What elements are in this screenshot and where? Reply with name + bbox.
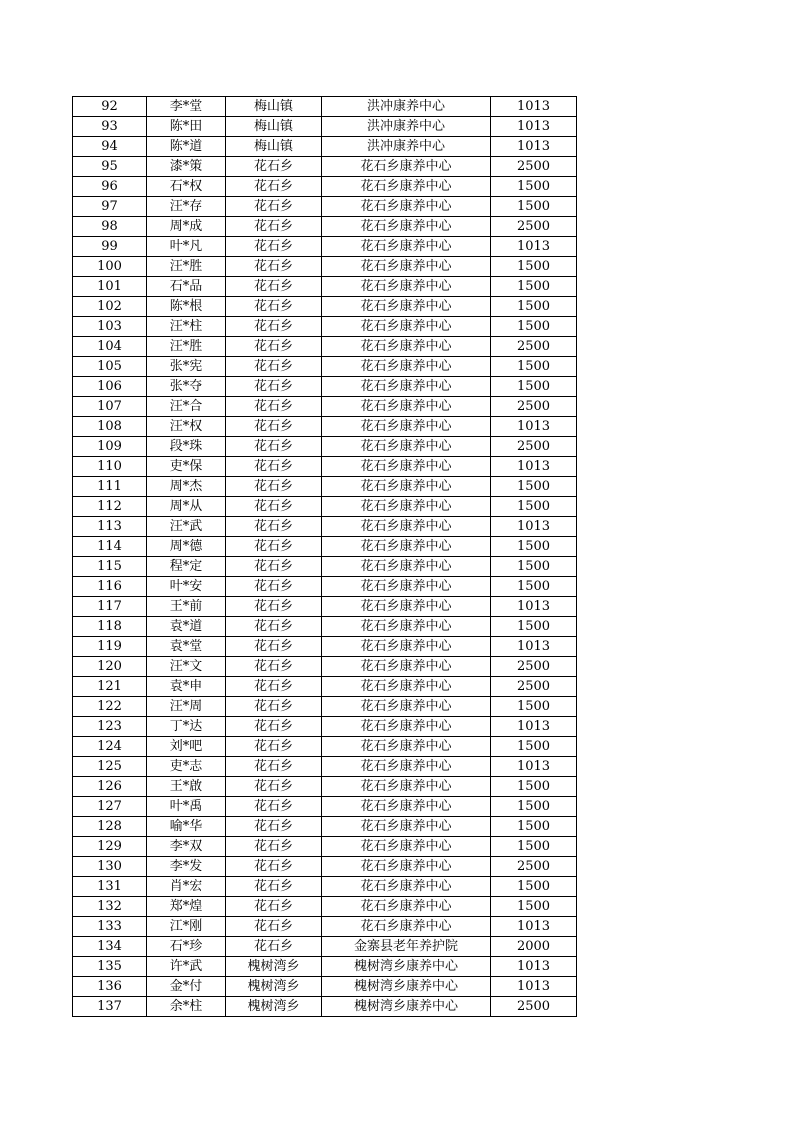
name-cell: 石*珍: [147, 937, 226, 957]
table-row: [73, 757, 577, 777]
amount-cell: 2500: [491, 157, 577, 177]
township-cell: 花石乡: [226, 877, 322, 897]
row-number-cell: 122: [73, 697, 147, 717]
row-number-cell: 119: [73, 637, 147, 657]
amount-cell: 1500: [491, 837, 577, 857]
institution-cell: 花石乡康养中心: [322, 777, 491, 797]
amount-cell: 2500: [491, 857, 577, 877]
amount-cell: 1500: [491, 697, 577, 717]
name-cell: 刘*吧: [147, 737, 226, 757]
table-row: [73, 117, 577, 137]
row-number-cell: 108: [73, 417, 147, 437]
institution-cell: 槐树湾乡康养中心: [322, 997, 491, 1017]
name-cell: 叶*安: [147, 577, 226, 597]
amount-cell: 2500: [491, 677, 577, 697]
row-number-cell: 120: [73, 657, 147, 677]
row-number-cell: 112: [73, 497, 147, 517]
institution-cell: 花石乡康养中心: [322, 297, 491, 317]
name-cell: 金*付: [147, 977, 226, 997]
table-row: [73, 157, 577, 177]
amount-cell: 1500: [491, 617, 577, 637]
township-cell: 花石乡: [226, 677, 322, 697]
table-row: [73, 277, 577, 297]
amount-cell: 1013: [491, 517, 577, 537]
table-row: [73, 817, 577, 837]
township-cell: 槐树湾乡: [226, 997, 322, 1017]
amount-cell: 1013: [491, 457, 577, 477]
amount-cell: 1013: [491, 137, 577, 157]
row-number-cell: 123: [73, 717, 147, 737]
table-row: [73, 137, 577, 157]
institution-cell: 花石乡康养中心: [322, 417, 491, 437]
amount-cell: 1013: [491, 117, 577, 137]
table-row: [73, 457, 577, 477]
township-cell: 花石乡: [226, 777, 322, 797]
township-cell: 花石乡: [226, 577, 322, 597]
institution-cell: 花石乡康养中心: [322, 377, 491, 397]
row-number-cell: 105: [73, 357, 147, 377]
row-number-cell: 110: [73, 457, 147, 477]
township-cell: 花石乡: [226, 297, 322, 317]
name-cell: 肖*宏: [147, 877, 226, 897]
name-cell: 叶*禹: [147, 797, 226, 817]
table-row: [73, 797, 577, 817]
township-cell: 花石乡: [226, 897, 322, 917]
row-number-cell: 97: [73, 197, 147, 217]
table-row: [73, 217, 577, 237]
amount-cell: 2500: [491, 397, 577, 417]
amount-cell: 1013: [491, 757, 577, 777]
table-row: [73, 337, 577, 357]
row-number-cell: 127: [73, 797, 147, 817]
name-cell: 许*武: [147, 957, 226, 977]
row-number-cell: 137: [73, 997, 147, 1017]
row-number-cell: 99: [73, 237, 147, 257]
row-number-cell: 93: [73, 117, 147, 137]
township-cell: 花石乡: [226, 637, 322, 657]
row-number-cell: 121: [73, 677, 147, 697]
amount-cell: 1500: [491, 577, 577, 597]
name-cell: 汪*周: [147, 697, 226, 717]
amount-cell: 2500: [491, 437, 577, 457]
name-cell: 喻*华: [147, 817, 226, 837]
township-cell: 花石乡: [226, 917, 322, 937]
township-cell: 花石乡: [226, 837, 322, 857]
row-number-cell: 114: [73, 537, 147, 557]
township-cell: 花石乡: [226, 437, 322, 457]
township-cell: 梅山镇: [226, 117, 322, 137]
row-number-cell: 117: [73, 597, 147, 617]
table-row: [73, 417, 577, 437]
institution-cell: 洪冲康养中心: [322, 137, 491, 157]
institution-cell: 花石乡康养中心: [322, 337, 491, 357]
amount-cell: 1500: [491, 497, 577, 517]
township-cell: 花石乡: [226, 357, 322, 377]
institution-cell: 花石乡康养中心: [322, 497, 491, 517]
table-row: [73, 237, 577, 257]
amount-cell: 1500: [491, 537, 577, 557]
table-row: [73, 957, 577, 977]
amount-cell: 1500: [491, 557, 577, 577]
township-cell: 花石乡: [226, 257, 322, 277]
township-cell: 花石乡: [226, 757, 322, 777]
township-cell: 花石乡: [226, 717, 322, 737]
township-cell: 槐树湾乡: [226, 977, 322, 997]
institution-cell: 花石乡康养中心: [322, 437, 491, 457]
township-cell: 花石乡: [226, 417, 322, 437]
records-table-body: [73, 97, 577, 1017]
institution-cell: 花石乡康养中心: [322, 237, 491, 257]
row-number-cell: 96: [73, 177, 147, 197]
table-row: [73, 697, 577, 717]
institution-cell: 花石乡康养中心: [322, 897, 491, 917]
amount-cell: 1500: [491, 477, 577, 497]
township-cell: 花石乡: [226, 537, 322, 557]
township-cell: 花石乡: [226, 817, 322, 837]
institution-cell: 花石乡康养中心: [322, 917, 491, 937]
institution-cell: 花石乡康养中心: [322, 537, 491, 557]
table-row: [73, 577, 577, 597]
name-cell: 汪*存: [147, 197, 226, 217]
name-cell: 汪*武: [147, 517, 226, 537]
name-cell: 汪*柱: [147, 317, 226, 337]
row-number-cell: 103: [73, 317, 147, 337]
amount-cell: 1500: [491, 357, 577, 377]
row-number-cell: 113: [73, 517, 147, 537]
row-number-cell: 102: [73, 297, 147, 317]
amount-cell: 1500: [491, 797, 577, 817]
name-cell: 袁*堂: [147, 637, 226, 657]
name-cell: 王*前: [147, 597, 226, 617]
table-row: [73, 637, 577, 657]
amount-cell: 2500: [491, 997, 577, 1017]
table-row: [73, 857, 577, 877]
township-cell: 花石乡: [226, 277, 322, 297]
institution-cell: 花石乡康养中心: [322, 597, 491, 617]
amount-cell: 1500: [491, 277, 577, 297]
township-cell: 花石乡: [226, 197, 322, 217]
row-number-cell: 131: [73, 877, 147, 897]
institution-cell: 花石乡康养中心: [322, 357, 491, 377]
township-cell: 花石乡: [226, 457, 322, 477]
institution-cell: 金寨县老年养护院: [322, 937, 491, 957]
name-cell: 陈*田: [147, 117, 226, 137]
table-row: [73, 197, 577, 217]
institution-cell: 花石乡康养中心: [322, 717, 491, 737]
township-cell: 花石乡: [226, 617, 322, 637]
amount-cell: 2500: [491, 657, 577, 677]
amount-cell: 1500: [491, 817, 577, 837]
name-cell: 周*杰: [147, 477, 226, 497]
row-number-cell: 126: [73, 777, 147, 797]
township-cell: 花石乡: [226, 597, 322, 617]
name-cell: 丁*达: [147, 717, 226, 737]
name-cell: 郑*煌: [147, 897, 226, 917]
institution-cell: 花石乡康养中心: [322, 797, 491, 817]
institution-cell: 洪冲康养中心: [322, 97, 491, 117]
name-cell: 吏*保: [147, 457, 226, 477]
institution-cell: 花石乡康养中心: [322, 477, 491, 497]
institution-cell: 花石乡康养中心: [322, 817, 491, 837]
amount-cell: 1500: [491, 317, 577, 337]
row-number-cell: 98: [73, 217, 147, 237]
institution-cell: 花石乡康养中心: [322, 737, 491, 757]
table-row: [73, 537, 577, 557]
table-row: [73, 677, 577, 697]
township-cell: 花石乡: [226, 497, 322, 517]
amount-cell: 1013: [491, 917, 577, 937]
institution-cell: 花石乡康养中心: [322, 757, 491, 777]
name-cell: 陈*道: [147, 137, 226, 157]
institution-cell: 花石乡康养中心: [322, 677, 491, 697]
row-number-cell: 94: [73, 137, 147, 157]
table-row: [73, 597, 577, 617]
name-cell: 石*权: [147, 177, 226, 197]
township-cell: 花石乡: [226, 517, 322, 537]
name-cell: 石*品: [147, 277, 226, 297]
amount-cell: 1013: [491, 97, 577, 117]
table-row: [73, 777, 577, 797]
amount-cell: 1013: [491, 417, 577, 437]
table-row: [73, 997, 577, 1017]
table-row: [73, 557, 577, 577]
township-cell: 花石乡: [226, 337, 322, 357]
table-row: [73, 657, 577, 677]
row-number-cell: 100: [73, 257, 147, 277]
township-cell: 梅山镇: [226, 97, 322, 117]
township-cell: 花石乡: [226, 697, 322, 717]
row-number-cell: 107: [73, 397, 147, 417]
row-number-cell: 104: [73, 337, 147, 357]
amount-cell: 1500: [491, 897, 577, 917]
township-cell: 花石乡: [226, 377, 322, 397]
township-cell: 花石乡: [226, 737, 322, 757]
table-row: [73, 737, 577, 757]
amount-cell: 1500: [491, 257, 577, 277]
row-number-cell: 101: [73, 277, 147, 297]
row-number-cell: 92: [73, 97, 147, 117]
table-row: [73, 177, 577, 197]
table-row: [73, 257, 577, 277]
row-number-cell: 95: [73, 157, 147, 177]
row-number-cell: 129: [73, 837, 147, 857]
row-number-cell: 124: [73, 737, 147, 757]
name-cell: 江*刚: [147, 917, 226, 937]
township-cell: 花石乡: [226, 857, 322, 877]
township-cell: 花石乡: [226, 797, 322, 817]
township-cell: 花石乡: [226, 397, 322, 417]
name-cell: 李*堂: [147, 97, 226, 117]
amount-cell: 1500: [491, 737, 577, 757]
name-cell: 王*啟: [147, 777, 226, 797]
township-cell: 花石乡: [226, 557, 322, 577]
name-cell: 汪*胜: [147, 337, 226, 357]
township-cell: 花石乡: [226, 237, 322, 257]
row-number-cell: 136: [73, 977, 147, 997]
row-number-cell: 130: [73, 857, 147, 877]
amount-cell: 1500: [491, 877, 577, 897]
name-cell: 余*柱: [147, 997, 226, 1017]
records-table: [72, 96, 577, 1017]
name-cell: 周*从: [147, 497, 226, 517]
table-row: [73, 917, 577, 937]
name-cell: 汪*文: [147, 657, 226, 677]
row-number-cell: 115: [73, 557, 147, 577]
amount-cell: 1500: [491, 197, 577, 217]
township-cell: 花石乡: [226, 217, 322, 237]
institution-cell: 花石乡康养中心: [322, 557, 491, 577]
name-cell: 汪*权: [147, 417, 226, 437]
table-row: [73, 977, 577, 997]
institution-cell: 花石乡康养中心: [322, 577, 491, 597]
amount-cell: 2000: [491, 937, 577, 957]
amount-cell: 1500: [491, 377, 577, 397]
table-row: [73, 477, 577, 497]
name-cell: 袁*申: [147, 677, 226, 697]
table-row: [73, 377, 577, 397]
table-row: [73, 97, 577, 117]
name-cell: 周*成: [147, 217, 226, 237]
name-cell: 汪*胜: [147, 257, 226, 277]
row-number-cell: 116: [73, 577, 147, 597]
row-number-cell: 128: [73, 817, 147, 837]
institution-cell: 花石乡康养中心: [322, 157, 491, 177]
name-cell: 李*发: [147, 857, 226, 877]
institution-cell: 花石乡康养中心: [322, 637, 491, 657]
row-number-cell: 125: [73, 757, 147, 777]
institution-cell: 花石乡康养中心: [322, 317, 491, 337]
township-cell: 花石乡: [226, 177, 322, 197]
amount-cell: 1013: [491, 237, 577, 257]
table-row: [73, 437, 577, 457]
institution-cell: 花石乡康养中心: [322, 517, 491, 537]
institution-cell: 花石乡康养中心: [322, 457, 491, 477]
name-cell: 张*夺: [147, 377, 226, 397]
table-row: [73, 897, 577, 917]
township-cell: 花石乡: [226, 477, 322, 497]
township-cell: 花石乡: [226, 317, 322, 337]
institution-cell: 花石乡康养中心: [322, 177, 491, 197]
amount-cell: 1013: [491, 717, 577, 737]
institution-cell: 花石乡康养中心: [322, 217, 491, 237]
institution-cell: 花石乡康养中心: [322, 277, 491, 297]
township-cell: 花石乡: [226, 657, 322, 677]
amount-cell: 1013: [491, 957, 577, 977]
institution-cell: 花石乡康养中心: [322, 857, 491, 877]
institution-cell: 花石乡康养中心: [322, 617, 491, 637]
name-cell: 吏*志: [147, 757, 226, 777]
institution-cell: 花石乡康养中心: [322, 697, 491, 717]
name-cell: 李*双: [147, 837, 226, 857]
institution-cell: 槐树湾乡康养中心: [322, 957, 491, 977]
amount-cell: 1013: [491, 597, 577, 617]
institution-cell: 洪冲康养中心: [322, 117, 491, 137]
amount-cell: 2500: [491, 337, 577, 357]
amount-cell: 2500: [491, 217, 577, 237]
institution-cell: 花石乡康养中心: [322, 657, 491, 677]
name-cell: 段*珠: [147, 437, 226, 457]
institution-cell: 花石乡康养中心: [322, 877, 491, 897]
row-number-cell: 118: [73, 617, 147, 637]
name-cell: 程*定: [147, 557, 226, 577]
row-number-cell: 134: [73, 937, 147, 957]
row-number-cell: 132: [73, 897, 147, 917]
table-row: [73, 837, 577, 857]
row-number-cell: 109: [73, 437, 147, 457]
amount-cell: 1013: [491, 637, 577, 657]
name-cell: 叶*凡: [147, 237, 226, 257]
row-number-cell: 133: [73, 917, 147, 937]
table-row: [73, 517, 577, 537]
amount-cell: 1500: [491, 177, 577, 197]
table-row: [73, 877, 577, 897]
institution-cell: 花石乡康养中心: [322, 397, 491, 417]
name-cell: 袁*道: [147, 617, 226, 637]
name-cell: 汪*合: [147, 397, 226, 417]
amount-cell: 1500: [491, 297, 577, 317]
amount-cell: 1500: [491, 777, 577, 797]
table-row: [73, 357, 577, 377]
table-row: [73, 617, 577, 637]
table-row: [73, 497, 577, 517]
table-row: [73, 297, 577, 317]
township-cell: 花石乡: [226, 157, 322, 177]
township-cell: 梅山镇: [226, 137, 322, 157]
table-row: [73, 317, 577, 337]
table-row: [73, 937, 577, 957]
table-row: [73, 397, 577, 417]
name-cell: 张*宪: [147, 357, 226, 377]
institution-cell: 槐树湾乡康养中心: [322, 977, 491, 997]
name-cell: 陈*根: [147, 297, 226, 317]
township-cell: 槐树湾乡: [226, 957, 322, 977]
row-number-cell: 111: [73, 477, 147, 497]
institution-cell: 花石乡康养中心: [322, 197, 491, 217]
name-cell: 漆*策: [147, 157, 226, 177]
table-row: [73, 717, 577, 737]
institution-cell: 花石乡康养中心: [322, 837, 491, 857]
township-cell: 花石乡: [226, 937, 322, 957]
row-number-cell: 106: [73, 377, 147, 397]
row-number-cell: 135: [73, 957, 147, 977]
institution-cell: 花石乡康养中心: [322, 257, 491, 277]
amount-cell: 1013: [491, 977, 577, 997]
name-cell: 周*德: [147, 537, 226, 557]
